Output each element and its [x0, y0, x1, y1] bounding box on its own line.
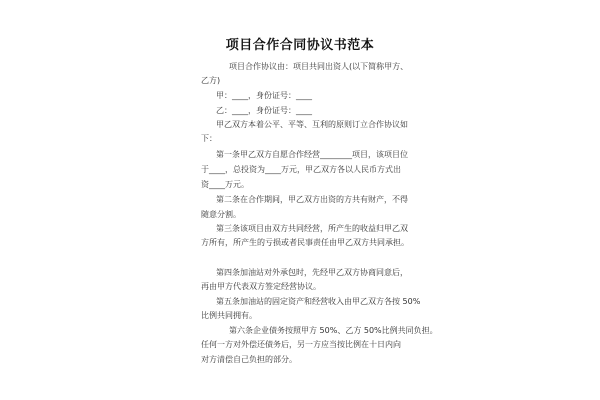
line-article-6-cont: 任何一方对外偿还债务后，另一方应当按比例在十日内向 [201, 340, 401, 349]
line-intro: 项目合作协议由：项目共同出资人(以下简称甲方、 [229, 62, 409, 71]
line-article-3-cont: 方所有，所产生的亏损或者民事责任由甲乙双方共同承担。 [201, 238, 409, 247]
line-principle-cont: 下： [201, 134, 217, 143]
line-article-1-cont: 于____，总投资为____万元，甲乙双方各以人民币方式出 [201, 165, 401, 174]
line-article-5-cont: 比例共同拥有。 [201, 311, 257, 320]
line-party-a: 甲：____，身份证号：____ [216, 91, 312, 100]
line-intro-cont: 乙方) [201, 76, 221, 85]
line-party-b: 乙：____，身份证号：____ [216, 106, 312, 115]
line-article-1-cont2: 资____万元。 [201, 180, 249, 189]
line-article-4-cont: 再由甲方代表双方签定经营协议。 [201, 282, 321, 291]
line-article-3: 第三条该项目由双方共同经营，所产生的收益归甲乙双 [216, 224, 408, 233]
line-article-1: 第一条甲乙双方自愿合作经营________项目，该项目位 [216, 150, 408, 159]
line-article-4: 第四条加油站对外承包时，先经甲乙双方协商同意后， [216, 268, 408, 277]
line-article-5: 第五条加油站的固定资产和经营收入由甲乙双方各按 50% [216, 297, 421, 306]
line-principle: 甲乙双方本着公平、平等、互利的原则订立合作协议如 [216, 120, 408, 129]
line-article-2: 第二条在合作期间，甲乙双方出资的方共有财产，不得 [216, 195, 408, 204]
document-title: 项目合作合同协议书范本 [225, 38, 375, 53]
line-article-2-cont: 随意分割。 [201, 210, 241, 219]
line-article-6-cont2: 对方清偿自己负担的部分。 [201, 355, 297, 364]
line-article-6: 第六条企业债务按照甲方 50%、乙方 50%比例共同负担。 [229, 326, 438, 335]
